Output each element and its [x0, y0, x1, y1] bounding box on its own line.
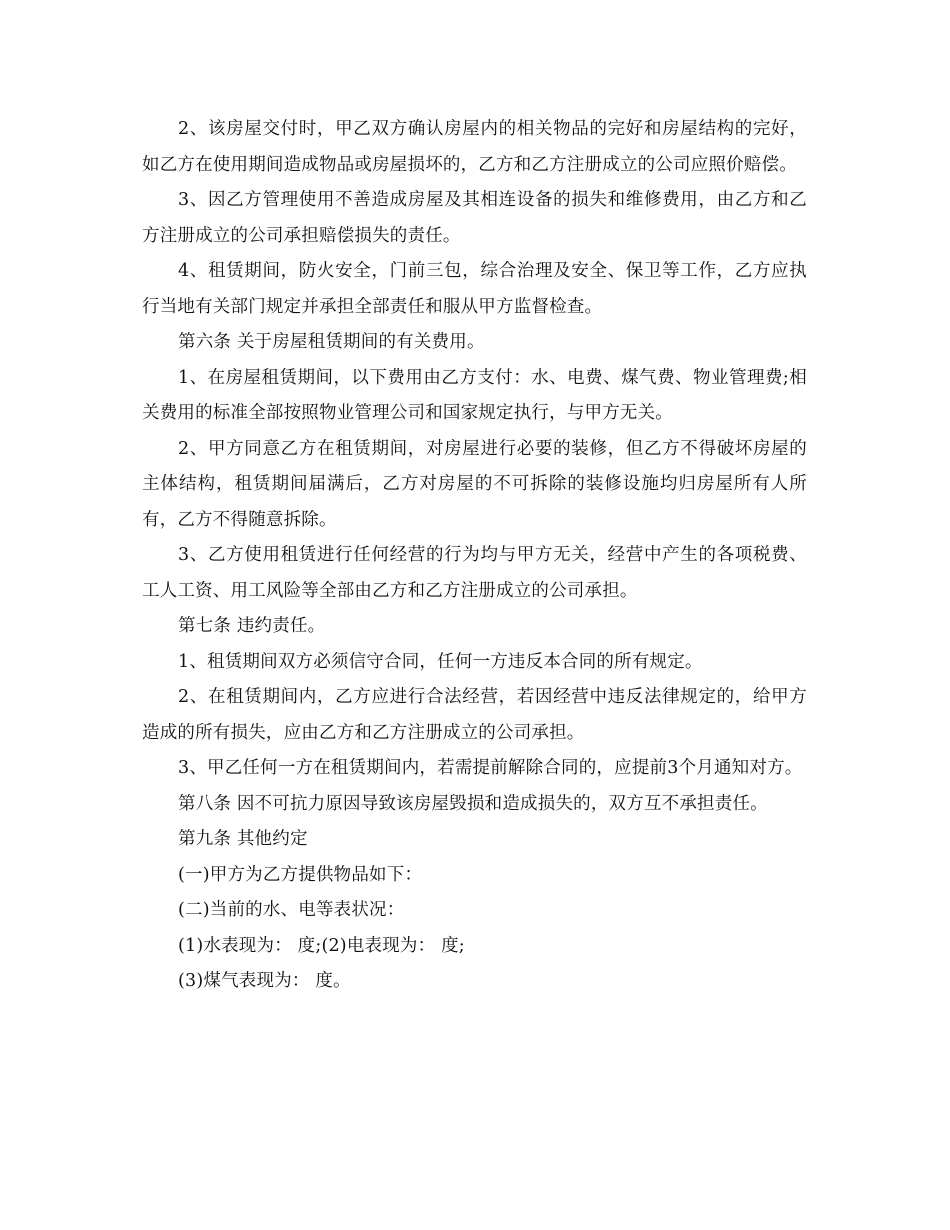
clause-5-item-4: 4、租赁期间，防火安全，门前三包，综合治理及安全、保卫等工作，乙方应执行当地有关部门规定并承担全部责任和服从甲方监督检查。: [142, 261, 807, 317]
clause-9-item-b: (二)当前的水、电等表状况：: [178, 900, 405, 920]
clause-7-item-1: 1、租赁期间双方必须信守合同，任何一方违反本合同的所有规定。: [178, 651, 703, 672]
clause-6-item-2: 2、甲方同意乙方在租赁期间，对房屋进行必要的装修，但乙方不得破坏房屋的主体结构，租赁期间届满后，乙方对房屋的不可拆除的装修设施均归房屋所有人所有，乙方不得随意拆除。: [142, 438, 807, 530]
clause-5-item-2: 2、该房屋交付时，甲乙双方确认房屋内的相关物品的完好和房屋结构的完好，如乙方在使用期间造成物品或房屋损坏的，乙方和乙方注册成立的公司应照价赔偿。: [142, 119, 807, 175]
meter-reading-gas: (3)煤气表现为： 度。: [178, 971, 351, 991]
clause-6-item-1: 1、在房屋租赁期间，以下费用由乙方支付：水、电费、煤气费、物业管理费;相关费用的标准全部按照物业管理公司和国家规定执行，与甲方无关。: [142, 367, 807, 423]
clause-6-heading: 第六条 关于房屋租赁期间的有关费用。: [178, 332, 485, 352]
clause-7-item-3: 3、甲乙任何一方在租赁期间内，若需提前解除合同的，应提前3个月通知对方。: [178, 758, 803, 778]
clause-7-item-2: 2、在租赁期间内，乙方应进行合法经营，若因经营中违反法律规定的，给甲方造成的所有损失，应由乙方和乙方注册成立的公司承担。: [142, 687, 807, 743]
clause-9-item-a: (一)甲方为乙方提供物品如下：: [178, 864, 423, 885]
clause-7-heading: 第七条 违约责任。: [178, 616, 326, 636]
clause-8: 第八条 因不可抗力原因导致该房屋毁损和造成损失的，双方互不承担责任。: [178, 793, 768, 814]
clause-6-item-3: 3、乙方使用租赁进行任何经营的行为均与甲方无关，经营中产生的各项税费、工人工资、用工风险等全部由乙方和乙方注册成立的公司承担。: [142, 545, 807, 601]
clause-9-heading: 第九条 其他约定: [178, 829, 308, 849]
clause-5-item-3: 3、因乙方管理使用不善造成房屋及其相连设备的损失和维修费用，由乙方和乙方注册成立的公司承担赔偿损失的责任。: [142, 190, 807, 246]
meter-reading-water-electric: (1)水表现为： 度;(2)电表现为： 度;: [178, 935, 465, 956]
document-body: [142, 112, 807, 1000]
